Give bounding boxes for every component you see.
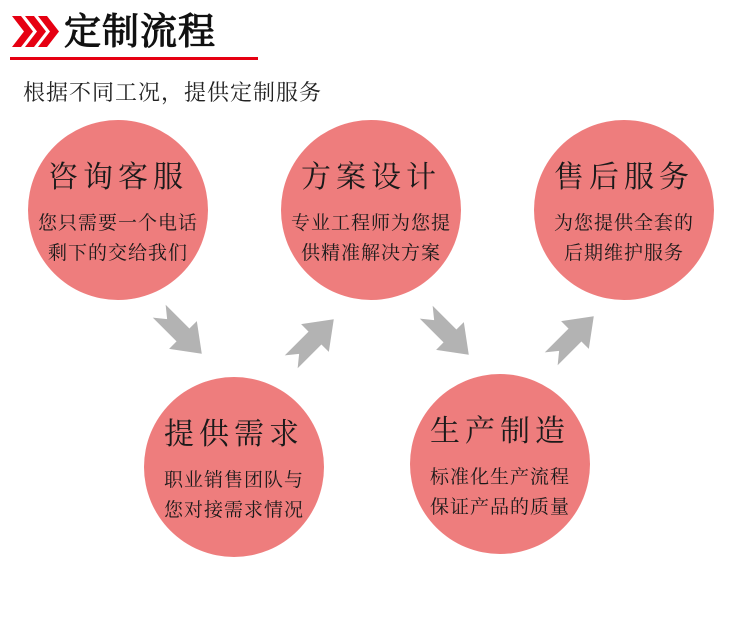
step-title: 方案设计 xyxy=(301,161,441,195)
step-desc-line: 后期维护服务 xyxy=(563,242,684,264)
step-desc-line: 剩下的交给我们 xyxy=(47,242,188,264)
step-desc-line: 供精准解决方案 xyxy=(300,242,441,264)
step-desc-line: 职业销售团队与 xyxy=(163,470,304,492)
arrow-up-right-icon xyxy=(523,289,622,388)
title-underline xyxy=(10,57,258,60)
step-desc-line: 保证产品的质量 xyxy=(429,496,570,518)
step-circle-manufacturing xyxy=(410,374,590,554)
arrow-down-right-icon xyxy=(131,283,230,382)
step-desc-line: 标准化生产流程 xyxy=(429,467,570,489)
arrow-up-right-icon xyxy=(263,292,362,391)
step-desc-line: 为您提供全套的 xyxy=(553,213,694,235)
step-desc-line: 您只需要一个电话 xyxy=(37,213,198,235)
page-title: 定制流程 xyxy=(64,11,216,52)
step-circle-solution-design xyxy=(281,120,461,300)
step-desc-line: 您对接需求情况 xyxy=(163,499,304,521)
step-title: 提供需求 xyxy=(164,418,304,452)
step-title: 生产制造 xyxy=(430,415,570,449)
step-circle-consult-service xyxy=(28,120,208,300)
arrow-down-right-icon xyxy=(398,284,497,383)
triple-chevron-right-icon xyxy=(12,16,60,47)
step-circle-provide-requirements xyxy=(144,377,324,557)
step-title: 售后服务 xyxy=(554,161,694,195)
step-desc-line: 专业工程师为您提 xyxy=(290,213,451,235)
step-title: 咨询客服 xyxy=(48,161,188,195)
page-subtitle: 根据不同工况，提供定制服务 xyxy=(23,80,323,105)
step-circle-after-sales xyxy=(534,120,714,300)
